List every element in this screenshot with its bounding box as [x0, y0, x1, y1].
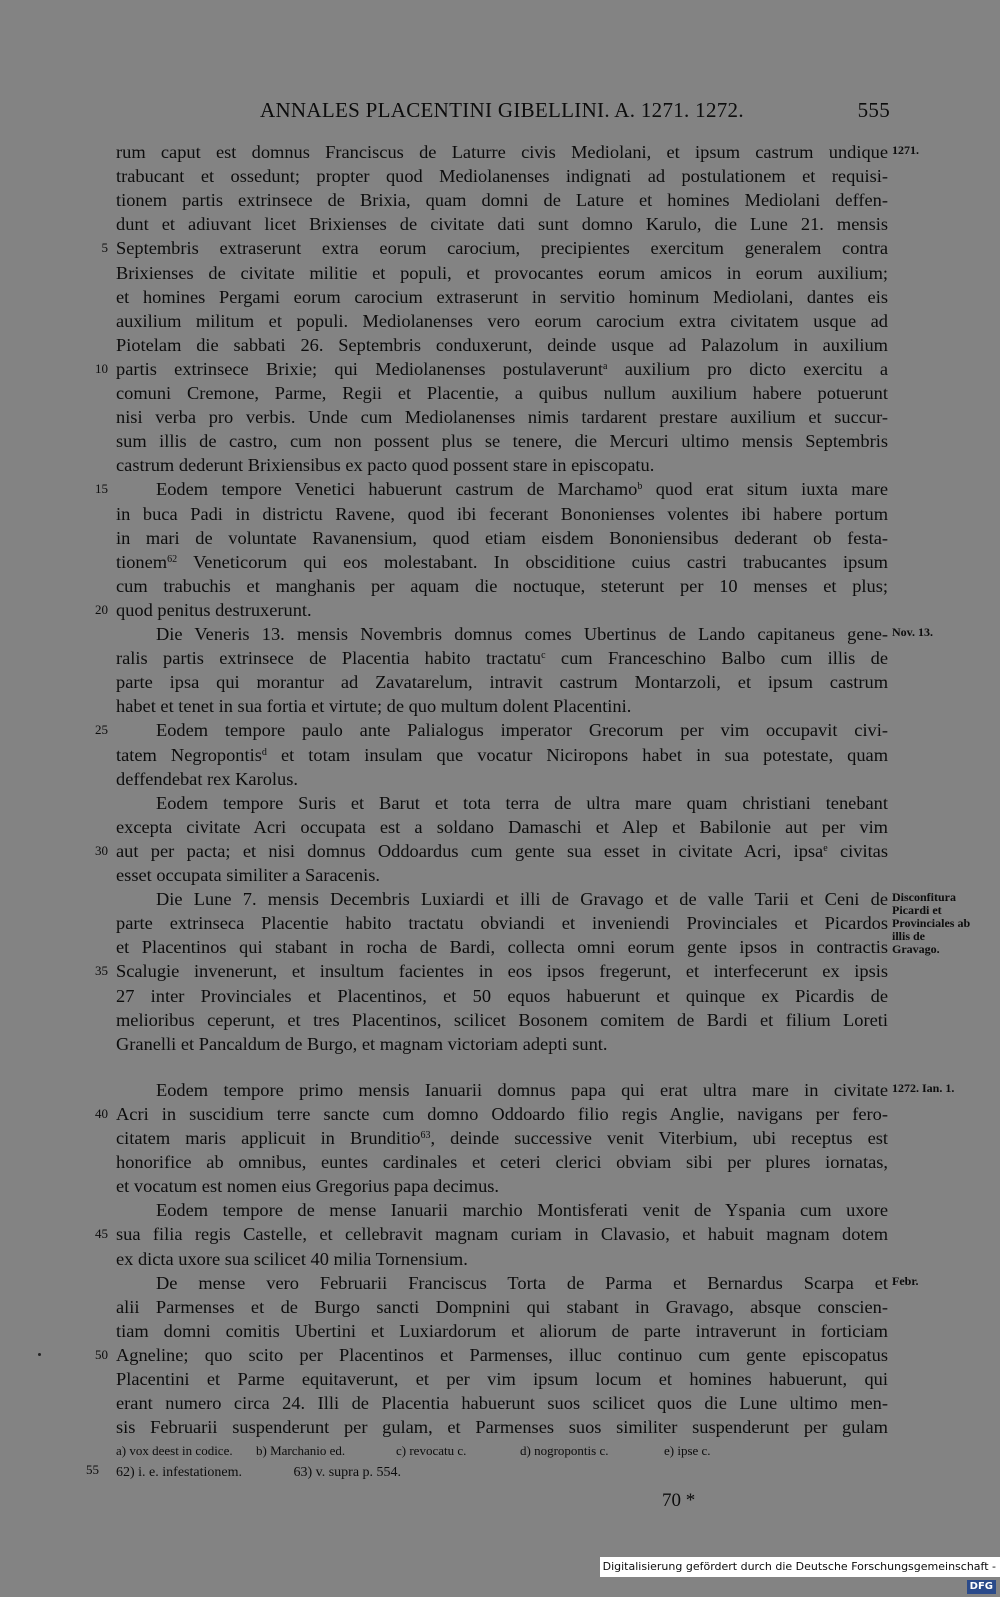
text-line: Eodem tempore paulo ante Palialogus imperator Grecorum per vim occupavit civi- — [156, 720, 888, 741]
footnote-ref: c — [541, 650, 546, 662]
line-number: 25 — [95, 722, 108, 738]
text-line: erant numero circa 24. Illi de Placentia habuerunt suos scilicet quos die Lune ultimo men- — [116, 1393, 888, 1414]
line-number: 35 — [95, 963, 108, 979]
text-line: et vocatum est nomen eius Gregorius papa decimus. — [116, 1176, 500, 1197]
line-number: 10 — [95, 360, 108, 376]
text-line: Eodem tempore de mense Ianuarii marchio Montisferati venit de Yspania cum uxore — [156, 1200, 888, 1221]
line-number: 55 — [86, 1462, 99, 1477]
text-line: De mense vero Februarii Franciscus Torta de Parma et Bernardus Scarpa et — [156, 1272, 888, 1293]
text-line: tionem$^{62}$ Veneticorum qui eos molestabant. In obsciditione cuius castri trabucantes ipsum — [116, 551, 888, 572]
text-line: citatem maris applicuit in Brunditio$^{63}$, deinde successive venit Viterbium, ubi receptus est — [116, 1128, 888, 1148]
text-line: alii Parmenses et de Burgo sancti Dompnini qui stabant in Gravago, absque conscien- — [116, 1296, 888, 1317]
line-number: 40 — [95, 1105, 108, 1121]
digitization-footer — [600, 1557, 1000, 1592]
text-line: Granelli et Pancaldum de Burgo, et magnam victoriam adepti sunt. — [116, 1033, 608, 1054]
text-line: excepta civitate Acri occupata est a soldano Damaschi et Alep et Babilonie aut per vim — [116, 816, 888, 837]
text-line: nisi verba pro verbis. Unde cum Mediolanenses nimis tardarent prestare auxilium et succur- — [116, 407, 888, 428]
speck — [38, 1353, 41, 1356]
footnote: c) revocatu c. — [396, 1443, 467, 1458]
text-line: sua filia regis Castelle, et cellebravit magnam curiam in Clavasio, et habuit magnam dotem — [116, 1224, 888, 1245]
signature-mark: 70 * — [662, 1490, 696, 1511]
editor-note: 63) v. supra p. 554. — [293, 1465, 402, 1480]
text-line: melioribus ceperunt, et tres Placentinos, scilicet Bosonem comitem de Bardi et filium Loreti — [116, 1009, 888, 1030]
line-number: 50 — [95, 1346, 108, 1362]
text-line: aut per pacta; et nisi domnus Oddoardus cum gente sua esset in civitate Acri, ipsa$^e$ civitas — [116, 840, 888, 861]
page-number: 555 — [857, 98, 890, 122]
line-number: 20 — [95, 601, 108, 617]
text-line: parte ipsa qui morantur ad Zavatarelum, intravit castrum Montarzoli, et ipsum castrum — [116, 672, 888, 693]
footnote: b) Marchanio ed. — [256, 1443, 346, 1458]
text-line: parte extrinseca Placentie habito tractatu obviandi et inveniendi Provinciales et Picardos — [116, 913, 888, 934]
footnote-ref: e — [823, 842, 828, 854]
text-line: sis Februarii suspenderunt per gulam, et Parmenses suos similiter suspenderunt per gulam — [116, 1417, 888, 1438]
text-line: Die Lune 7. mensis Decembris Luxiardi et illi de Gravago et de valle Tarii et Ceni de — [156, 889, 888, 910]
line-number: 30 — [95, 842, 108, 858]
footnote-ref: d — [261, 746, 267, 758]
footnote: e) ipse c. — [664, 1443, 711, 1458]
text-line: auxilium militum et populi. Mediolanenses vero eorum carocium extra civitatem usque ad — [116, 310, 888, 331]
footer-text: Digitalisierung gefördert durch die Deutsche Forschungsgemeinschaft - — [602, 1560, 996, 1573]
text-line: Placentini et Parme equitaverunt, et per vim ipsum locum et homines habuerunt, qui — [116, 1369, 888, 1389]
dfg-logo: DFG — [967, 1580, 996, 1594]
text-line: tiam domni comitis Ubertini et Luxiardorum et aliorum de parte intraverunt in forticiam — [116, 1320, 888, 1341]
margin-note: Disconfitura Picardi et Provinciales ab illis de Gravago. — [892, 890, 971, 957]
text-line: ralis partis extrinsece de Placentia habito tractatu$^c$ cum Franceschino Balbo cum illis de — [116, 648, 888, 669]
text-line: Eodem tempore Suris et Barut et tota terra de ultra mare quam christiani tenebant — [156, 792, 888, 813]
margin-note: Febr. — [892, 1273, 919, 1288]
text-line: 27 inter Provinciales et Placentinos, et 50 equos habuerunt et quinque ex Picardis de — [116, 985, 888, 1006]
line-number: 15 — [95, 481, 108, 497]
footnote-ref: b — [637, 481, 643, 493]
text-line: castrum dederunt Brixiensibus ex pacto quod possent stare in episcopatu. — [116, 455, 655, 476]
text-line: ex dicta uxore sua scilicet 40 milia Tornensium. — [116, 1248, 468, 1269]
text-line: dunt et adiuvant licet Brixienses de civitate dati sunt domno Karulo, die Lune 21. mensis — [116, 214, 888, 235]
editor-note: 62) i. e. infestationem. — [116, 1465, 242, 1480]
running-title: ANNALES PLACENTINI GIBELLINI. A. 1271. 1272. — [260, 98, 744, 122]
text-line: et homines Pergami eorum carocium extraserunt in servitio hominum Mediolani, dantes eis — [116, 286, 888, 307]
text-line: Brixienses de civitate militie et populi, et provocantes eorum amicos in eorum auxilium; — [116, 262, 888, 283]
text-line: deffendebat rex Karolus. — [116, 768, 298, 789]
text-line: Piotelam die sabbati 26. Septembris conduxerunt, deinde usque ad Palazolum in auxilium — [116, 334, 888, 355]
line-number: 45 — [95, 1226, 108, 1242]
text-line: Eodem tempore primo mensis Ianuarii domnus papa qui erat ultra mare in civitate — [156, 1079, 888, 1100]
text-line: Scalugie invenerunt, et insultum facientes in eos ipsos fregerunt, et interfecerunt ex ipsis — [116, 961, 888, 982]
footnote-ref: 62 — [167, 553, 178, 565]
text-line: cum trabuchis et manghanis per aquam die noctuque, steterunt per 10 menses et plus; — [116, 575, 888, 596]
text-line: comuni Cremone, Parme, Regii et Placentie, a quibus nullum auxilium habere potuerunt — [116, 383, 888, 403]
text-line: honorifice ab omnibus, euntes cardinales et ceteri clerici obviam sibi per plures iornatas, — [116, 1152, 888, 1173]
text-line: Eodem tempore Venetici habuerunt castrum de Marchamo$^b$ quod erat situm iuxta mare — [156, 479, 889, 500]
text-line: Septembris extraserunt extra eorum carocium, precipientes exercitum generalem contra — [116, 238, 888, 259]
text-line: Acri in suscidium terre sancte cum domno Oddoardo filio regis Anglie, navigans per fero- — [116, 1103, 888, 1124]
text-line: in buca Padi in districtu Ravene, quod ibi fecerant Bononienses volentes ibi habere portum — [116, 503, 888, 524]
margin-note: Nov. 13. — [892, 625, 934, 639]
margin-note: 1272. Ian. 1. — [892, 1080, 955, 1095]
text-line: partis extrinsece Brixie; qui Mediolanenses postulaverunt$^a$ auxilium pro dicto exercitu a — [116, 358, 889, 379]
text-line: esset occupata similiter a Saracenis. — [116, 865, 381, 885]
line-number: 5 — [101, 240, 108, 256]
text-line: in mari de voluntate Ravanensium, quod etiam eisdem Bononiensibus dederant ob festa- — [116, 527, 888, 548]
text-line: trabucant et ossedunt; propter quod Mediolanenses indignati ad postulationem et requisi- — [116, 166, 888, 187]
text-line: tionem partis extrinsece de Brixia, quam domni de Lature et homines Mediolani deffen- — [116, 190, 888, 211]
footnote-ref: a — [602, 360, 608, 372]
footnote: d) nogropontis c. — [520, 1443, 609, 1458]
text-line: Agneline; quo scito per Placentinos et Parmenses, illuc continuo cum gente episcopatus — [116, 1344, 888, 1365]
text-line: habet et tenet in sua fortia et virtute; de quo multum dolent Placentini. — [116, 696, 632, 717]
footnote-ref: 63 — [420, 1130, 431, 1141]
text-line: sum illis de castro, cum non possent plus se tenere, die Mercuri ultimo mensis Septembris — [116, 431, 888, 452]
margin-note: 1271. — [892, 143, 919, 157]
text-line: tatem Negropontis$^d$ et totam insulam que vocatur Niciropons habet in sua potestate, quam — [116, 744, 888, 765]
footnote: a) vox deest in codice. — [116, 1443, 233, 1458]
text-line: et Placentinos qui stabant in rocha de Bardi, collecta omni eorum gente ipsos in contractis — [116, 937, 888, 958]
text-line: rum caput est domnus Franciscus de Laturre civis Mediolani, et ipsum castrum undique — [116, 142, 888, 162]
text-line: quod penitus destruxerunt. — [116, 599, 312, 620]
editor-notes — [116, 1465, 449, 1481]
text-line: Die Veneris 13. mensis Novembris domnus comes Ubertinus de Lando capitaneus gene- — [156, 624, 888, 644]
